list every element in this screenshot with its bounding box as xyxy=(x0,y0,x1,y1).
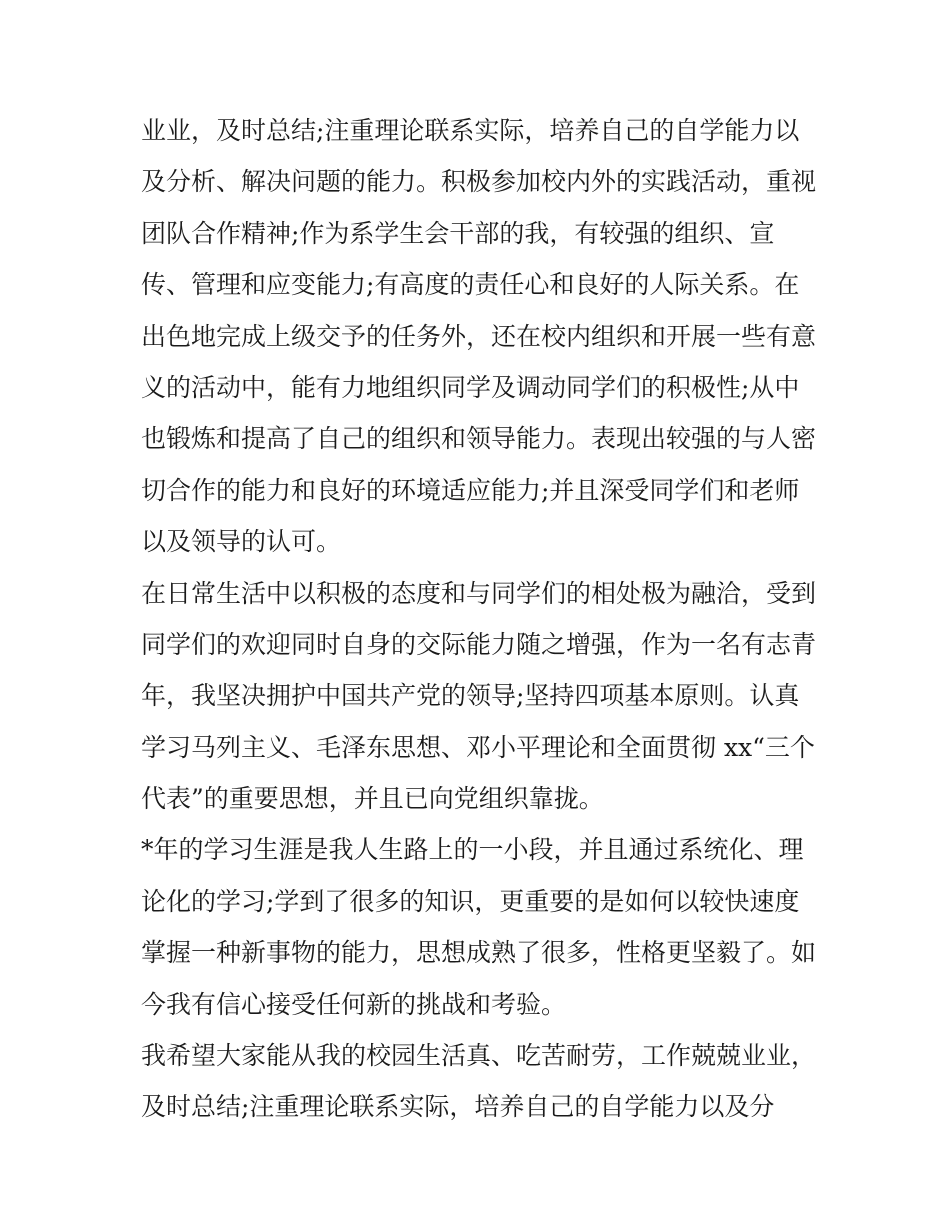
body-text xyxy=(141,105,821,1133)
text-line: 以及领导的认可。 xyxy=(141,527,342,557)
text-line: 论化的学习;学到了很多的知识，更重要的是如何以较快速度 xyxy=(141,886,800,916)
text-line: 也锻炼和提高了自己的组织和领导能力。表现出较强的与人密 xyxy=(141,424,817,454)
text-line: 业业，及时总结;注重理论联系实际，培养自己的自学能力以 xyxy=(141,116,800,145)
text-line: 在日常生活中以积极的态度和与同学们的相处极为融洽，受到 xyxy=(141,578,817,608)
text-line: 团队合作精神;作为系学生会干部的我，有较强的组织、宣 xyxy=(141,218,775,248)
text-line: 年，我坚决拥护中国共产党的领导;坚持四项基本原则。认真 xyxy=(141,681,800,711)
text-line: 传、管理和应变能力;有高度的责任心和良好的人际关系。在 xyxy=(141,270,800,300)
text-line: 及时总结;注重理论联系实际，培养自己的自学能力以及分 xyxy=(141,1092,775,1122)
text-line: 同学们的欢迎同时自身的交际能力随之增强，作为一名有志青 xyxy=(141,629,817,659)
text-line: 学习马列主义、毛泽东思想、邓小平理论和全面贯彻 xx“三个 xyxy=(141,732,815,762)
text-line: 义的活动中，能有力地组织同学及调动同学们的积极性;从中 xyxy=(141,372,800,402)
text-line: 出色地完成上级交予的任务外，还在校内组织和开展一些有意 xyxy=(141,321,817,351)
text-line: *年的学习生涯是我人生路上的一小段，并且通过系统化、理 xyxy=(141,835,804,865)
text-line: 掌握一种新事物的能力，思想成熟了很多，性格更坚毅了。如 xyxy=(141,938,817,968)
text-line: 切合作的能力和良好的环境适应能力;并且深受同学们和老师 xyxy=(141,475,800,505)
text-line: 我希望大家能从我的校园生活真、吃苦耐劳，工作兢兢业业， xyxy=(141,1041,817,1071)
text-line: 及分析、解决问题的能力。积极参加校内外的实践活动，重视 xyxy=(141,167,817,197)
text-line: 今我有信心接受任何新的挑战和考验。 xyxy=(141,989,567,1019)
text-line: 代表”的重要思想，并且已向党组织靠拢。 xyxy=(141,784,604,814)
